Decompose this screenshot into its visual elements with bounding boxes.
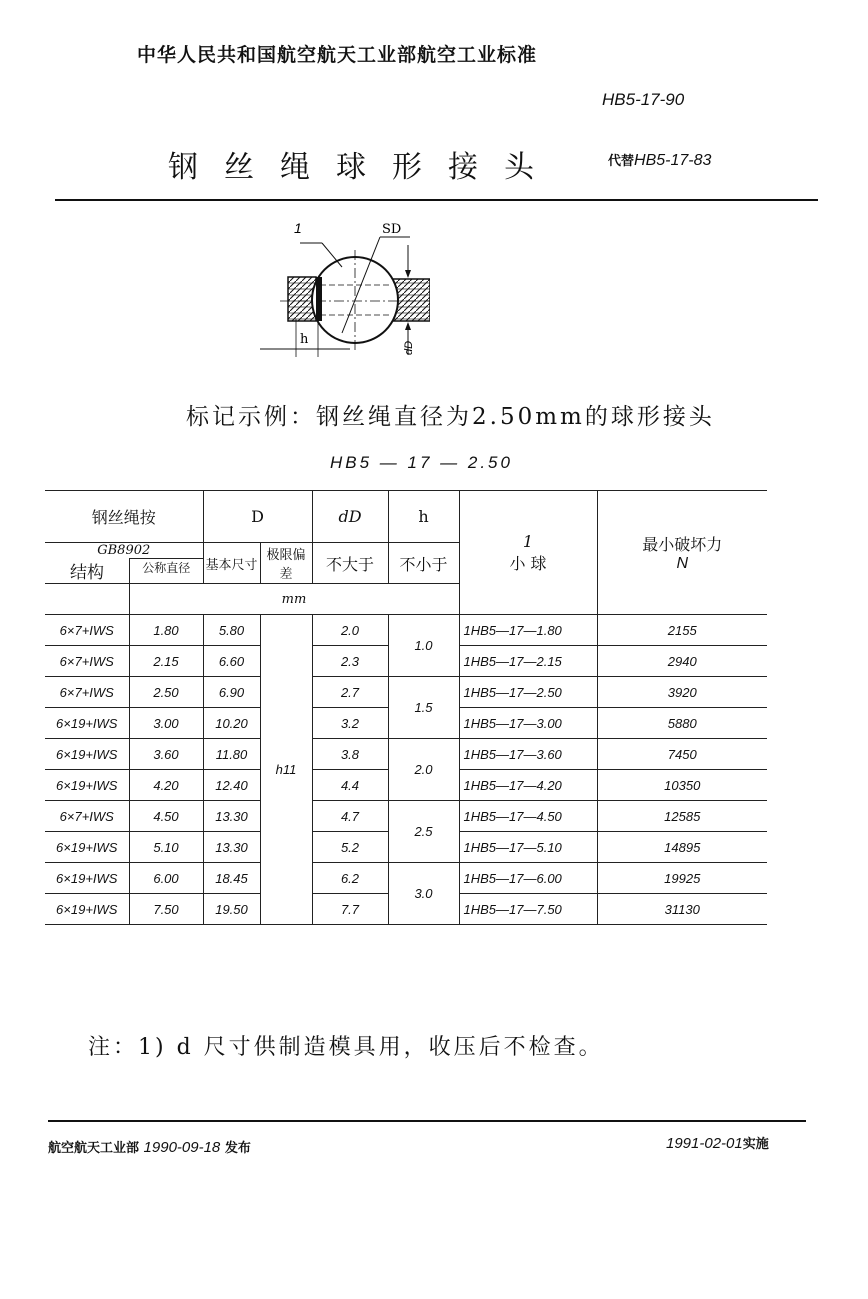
- replaces-label: 代替: [608, 154, 635, 169]
- cell-structure: 6×19+IWS: [45, 708, 129, 739]
- cell-force: 3920: [597, 677, 767, 708]
- cell-nominal: 6.00: [129, 863, 203, 894]
- cell-nominal: 2.15: [129, 646, 203, 677]
- standard-number: HB5-17-90: [602, 90, 685, 109]
- cell-D: 18.45: [203, 863, 260, 894]
- header-h-sub: 不小于: [388, 543, 459, 584]
- cell-h: 1.0: [388, 615, 459, 677]
- document-title: 钢丝绳球形接头: [168, 150, 560, 185]
- cell-ball: 1HB5—17—7.50: [459, 894, 597, 925]
- cell-h: 2.5: [388, 801, 459, 863]
- cell-force: 2155: [597, 615, 767, 646]
- replaces-note: [608, 150, 711, 170]
- cell-force: 12585: [597, 801, 767, 832]
- header-unit: mm: [129, 584, 459, 615]
- cell-D: 6.60: [203, 646, 260, 677]
- marking-example: 标记示例：钢丝绳直径为2.50mm的球形接头: [186, 404, 715, 430]
- label-h: h: [300, 332, 309, 347]
- cell-nominal: 7.50: [129, 894, 203, 925]
- cell-d: 4.4: [312, 770, 388, 801]
- table-row: [45, 615, 767, 646]
- cell-ball: 1HB5—17—5.10: [459, 832, 597, 863]
- header-gb: [45, 543, 203, 584]
- cell-structure: 6×7+IWS: [45, 615, 129, 646]
- header-force-label: 最小破坏力: [642, 535, 723, 554]
- footer-rule: [48, 1120, 806, 1122]
- header-rope-group: [45, 491, 203, 543]
- organization-header: 中华人民共和国航空航天工业部航空工业标准: [137, 44, 538, 66]
- header-ball: [459, 491, 597, 615]
- marking-code: HB5 — 17 — 2.50: [330, 453, 513, 472]
- cell-nominal: 3.60: [129, 739, 203, 770]
- table-row: [45, 739, 767, 770]
- cell-force: 2940: [597, 646, 767, 677]
- cell-h: 1.5: [388, 677, 459, 739]
- cell-ball: 1HB5—17—3.60: [459, 739, 597, 770]
- issue-label: 发布: [224, 1141, 251, 1156]
- cell-nominal: 5.10: [129, 832, 203, 863]
- cell-D: 12.40: [203, 770, 260, 801]
- cell-ball: 1HB5—17—2.50: [459, 677, 597, 708]
- issue-date: 1990-09-18: [143, 1139, 221, 1156]
- effective-label: 实施: [742, 1137, 769, 1152]
- cell-ball: 1HB5—17—1.80: [459, 615, 597, 646]
- header-rope-line1: 钢丝绳按: [91, 508, 156, 527]
- issue-info: [48, 1137, 251, 1156]
- cell-D: 13.30: [203, 801, 260, 832]
- header-D-tolerance: 极限偏差: [260, 543, 312, 584]
- cell-structure: 6×19+IWS: [45, 770, 129, 801]
- cell-nominal: 4.50: [129, 801, 203, 832]
- cell-d: 3.2: [312, 708, 388, 739]
- cell-d: 6.2: [312, 863, 388, 894]
- header-rule: [55, 199, 818, 201]
- header-force: [597, 491, 767, 615]
- cell-structure: 6×7+IWS: [45, 801, 129, 832]
- cell-ball: 1HB5—17—2.15: [459, 646, 597, 677]
- header-force-unit: N: [676, 555, 689, 572]
- label-dd: dD: [403, 340, 415, 355]
- cell-structure: 6×7+IWS: [45, 646, 129, 677]
- label-sd: SD: [382, 222, 402, 237]
- specification-table: [45, 490, 767, 925]
- ball-joint-drawing: [260, 215, 430, 365]
- cell-d: 4.7: [312, 801, 388, 832]
- cell-tolerance: h11: [260, 615, 312, 925]
- cell-D: 10.20: [203, 708, 260, 739]
- cell-d: 2.7: [312, 677, 388, 708]
- table-row: [45, 863, 767, 894]
- cell-force: 7450: [597, 739, 767, 770]
- cell-d: 5.2: [312, 832, 388, 863]
- cell-structure: 6×19+IWS: [45, 832, 129, 863]
- cell-d: 7.7: [312, 894, 388, 925]
- cell-d: 3.8: [312, 739, 388, 770]
- cell-force: 14895: [597, 832, 767, 863]
- effective-date: 1991-02-01: [666, 1135, 743, 1152]
- header-dD-sub: 不大于: [312, 543, 388, 584]
- cell-d: 2.0: [312, 615, 388, 646]
- cell-force: 5880: [597, 708, 767, 739]
- cell-nominal: 4.20: [129, 770, 203, 801]
- header-ball-number: 1: [522, 531, 534, 551]
- cell-structure: 6×19+IWS: [45, 863, 129, 894]
- table-row: [45, 677, 767, 708]
- header-nominal-diameter: 公称直径: [129, 558, 203, 583]
- cell-force: 19925: [597, 863, 767, 894]
- issuer: 航空航天工业部: [48, 1141, 140, 1156]
- table-row: [45, 801, 767, 832]
- cell-D: 13.30: [203, 832, 260, 863]
- header-D-basic: 基本尺寸: [203, 543, 260, 584]
- cell-ball: 1HB5—17—4.20: [459, 770, 597, 801]
- cell-h: 2.0: [388, 739, 459, 801]
- cell-structure: 6×7+IWS: [45, 677, 129, 708]
- header-structure: 结构: [70, 563, 104, 583]
- cell-structure: 6×19+IWS: [45, 739, 129, 770]
- header-ball-label: 小 球: [509, 553, 547, 573]
- cell-h: 3.0: [388, 863, 459, 925]
- effective-info: [666, 1133, 769, 1152]
- cell-nominal: 1.80: [129, 615, 203, 646]
- header-dD: dD: [312, 491, 388, 543]
- cell-ball: 1HB5—17—3.00: [459, 708, 597, 739]
- replaces-number: HB5-17-83: [634, 152, 712, 169]
- cell-ball: 1HB5—17—4.50: [459, 801, 597, 832]
- cell-d: 2.3: [312, 646, 388, 677]
- cell-D: 5.80: [203, 615, 260, 646]
- header-D: D: [203, 491, 312, 543]
- cell-force: 10350: [597, 770, 767, 801]
- cell-structure: 6×19+IWS: [45, 894, 129, 925]
- cell-D: 6.90: [203, 677, 260, 708]
- cell-D: 11.80: [203, 739, 260, 770]
- cell-force: 31130: [597, 894, 767, 925]
- cell-D: 19.50: [203, 894, 260, 925]
- footnote: 注：1) d 尺寸供制造模具用，收压后不检查。: [88, 1035, 604, 1060]
- label-1: 1: [294, 220, 302, 236]
- cell-nominal: 3.00: [129, 708, 203, 739]
- cell-nominal: 2.50: [129, 677, 203, 708]
- cell-ball: 1HB5—17—6.00: [459, 863, 597, 894]
- header-h: h: [388, 491, 459, 543]
- header-gb-number: GB8902: [97, 543, 151, 558]
